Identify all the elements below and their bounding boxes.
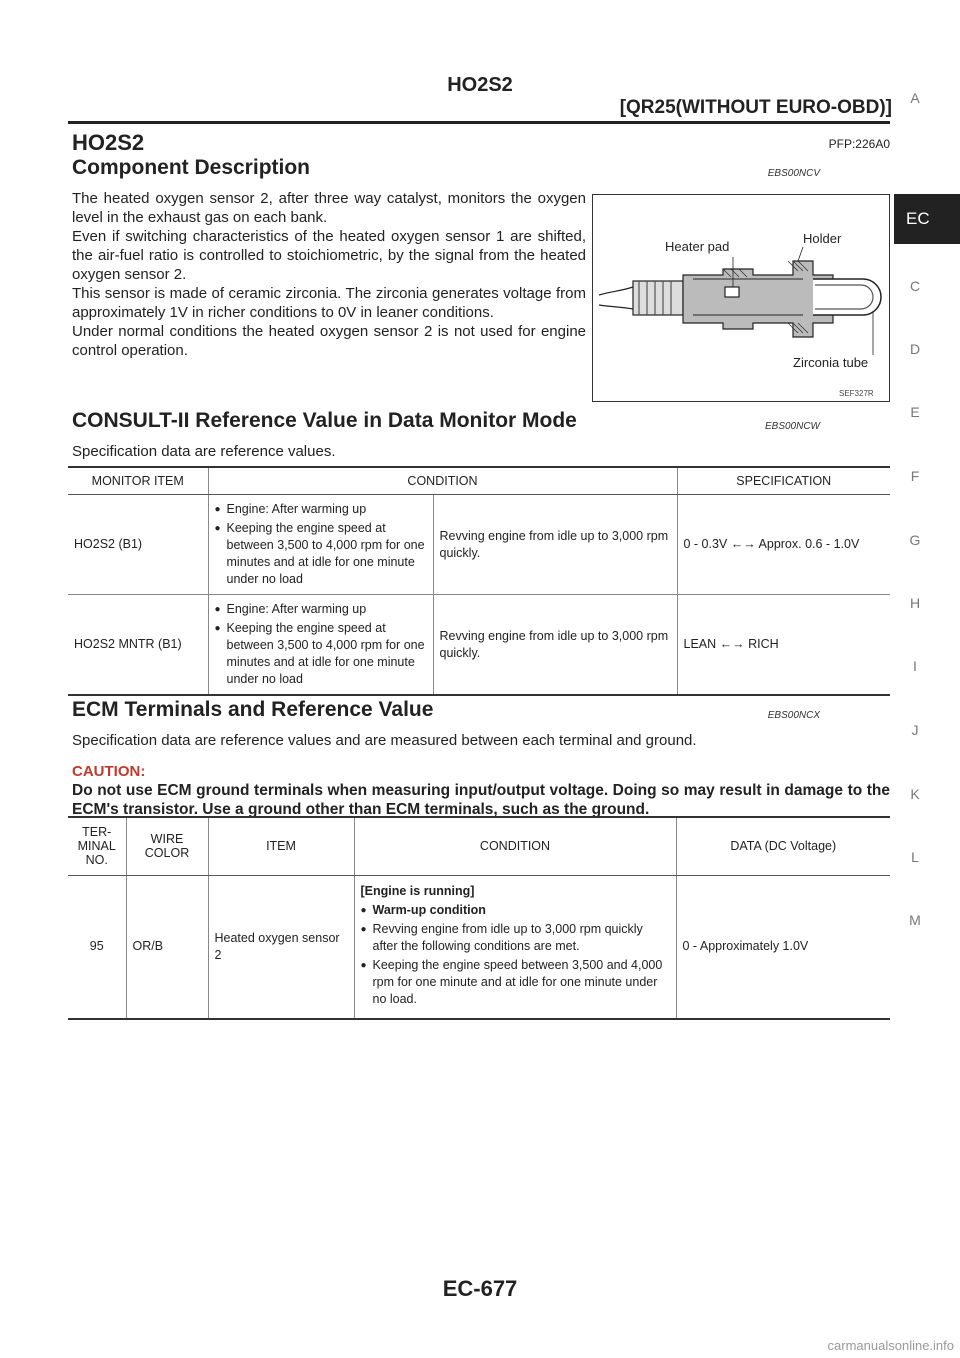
specification: LEAN ←→ RICH <box>677 595 890 696</box>
condition: Revving engine from idle up to 3,000 rpm quickly. <box>433 595 677 696</box>
header-rule <box>68 121 890 124</box>
pfp-code: PFP:226A0 <box>828 137 890 151</box>
header-subtitle: [QR25(WITHOUT EURO-OBD)] <box>619 97 892 118</box>
section-title: HO2S2 <box>72 130 145 155</box>
col-condition: CONDITION <box>208 467 677 495</box>
index-h[interactable]: H <box>909 595 921 611</box>
paragraph: The heated oxygen sensor 2, after three way catalyst, monitors the oxygen level in the exhaust gas on each bank. <box>72 190 586 226</box>
paragraph: Under normal conditions the heated oxygen sensor 2 is not used for engine control operation. <box>72 323 586 359</box>
label-holder: Holder <box>803 231 842 246</box>
col-condition: CONDITION <box>354 817 676 875</box>
page-number: EC-677 <box>442 1276 518 1301</box>
specification: 0 - 0.3V ←→ Approx. 0.6 - 1.0V <box>677 495 890 595</box>
list-item: ● Keeping the engine speed between 3,500 and 4,000 rpm for one minute and at idle for one minute under no load. <box>361 957 670 1008</box>
index-ec-active[interactable]: EC <box>894 194 960 244</box>
col-terminal: TER-MINAL NO. <box>68 817 126 875</box>
monitor-item: HO2S2 MNTR (B1) <box>68 595 208 696</box>
consult-note: Specification data are reference values. <box>72 443 336 460</box>
wire-color: OR/B <box>126 875 208 1019</box>
col-monitor-item: MONITOR ITEM <box>68 467 208 495</box>
terminal-no: 95 <box>68 875 126 1019</box>
paragraph: Even if switching characteristics of the heated oxygen sensor 1 are shifted, the air-fuel ratio is controlled to stoichiometric, by the signal from the heated oxygen sensor 2. <box>72 228 586 283</box>
index-k[interactable]: K <box>910 786 920 802</box>
dc-voltage: 0 - Approximately 1.0V <box>676 875 890 1019</box>
index-i[interactable]: I <box>913 658 917 674</box>
index-g[interactable]: G <box>909 532 921 548</box>
monitor-item: HO2S2 (B1) <box>68 495 208 595</box>
table-row <box>68 595 890 696</box>
list-item: ● Engine: After warming up <box>215 501 427 518</box>
index-l[interactable]: L <box>911 849 919 865</box>
component-heading-text: Component Description <box>72 156 311 179</box>
index-f[interactable]: F <box>910 468 920 484</box>
ecm-code: EBS00NCX <box>767 710 820 721</box>
component-heading <box>72 156 890 180</box>
list-item: ● Keeping the engine speed at between 3,500 to 4,000 rpm for one minutes and at idle for one minute under no load <box>215 620 427 688</box>
oxygen-sensor-diagram <box>593 195 889 401</box>
pre-condition <box>208 495 433 595</box>
consult-heading-text: CONSULT-II Reference Value in Data Monitor Mode <box>72 409 577 432</box>
paragraph: This sensor is made of ceramic zirconia. The zirconia generates voltage from approximately 1V in richer conditions to 0V in leaner conditions. <box>72 285 586 321</box>
ecm-note: Specification data are reference values and are measured between each terminal and ground. <box>72 732 697 749</box>
list-item: ● Revving engine from idle up to 3,000 rpm quickly after the following conditions are met. <box>361 921 670 955</box>
table-row <box>68 495 890 595</box>
list-item: ● Engine: After warming up <box>215 601 427 618</box>
ecm-heading-text: ECM Terminals and Reference Value <box>72 698 434 721</box>
label-zirconia-tube: Zirconia tube <box>793 355 869 370</box>
component-code: EBS00NCV <box>767 168 820 179</box>
condition: Revving engine from idle up to 3,000 rpm quickly. <box>433 495 677 595</box>
consult-heading <box>72 409 890 433</box>
index-e[interactable]: E <box>910 404 920 420</box>
sensor-figure <box>592 194 890 402</box>
caution-text: Do not use ECM ground terminals when measuring input/output voltage. Doing so may result in damage to the ECM's transistor. Use a ground other than ECM terminals, such as the ground. <box>72 782 890 818</box>
ecm-heading <box>72 698 890 722</box>
condition-title: [Engine is running] <box>360 884 475 899</box>
ecm-table <box>68 816 890 1020</box>
index-d[interactable]: D <box>909 341 921 357</box>
item: Heated oxygen sensor 2 <box>208 875 354 1019</box>
list-item: ● Keeping the engine speed at between 3,500 to 4,000 rpm for one minutes and at idle for one minute under no load <box>215 520 427 588</box>
figure-ref: SEF327R <box>839 389 874 398</box>
col-data: DATA (DC Voltage) <box>676 817 890 875</box>
index-m[interactable]: M <box>909 912 921 928</box>
consult-code: EBS00NCW <box>764 421 820 432</box>
col-wire-color: WIRE COLOR <box>126 817 208 875</box>
condition <box>354 875 676 1019</box>
header-title: HO2S2 <box>447 74 513 96</box>
index-a[interactable]: A <box>910 90 920 106</box>
index-j[interactable]: J <box>911 722 919 738</box>
component-description <box>72 189 586 360</box>
col-item: ITEM <box>208 817 354 875</box>
caution-label: CAUTION: <box>72 763 146 780</box>
col-specification: SPECIFICATION <box>677 467 890 495</box>
table-row <box>68 875 890 1019</box>
pre-condition <box>208 595 433 696</box>
label-heater-pad: Heater pad <box>665 239 730 254</box>
list-item: ● Warm-up condition <box>361 902 670 919</box>
consult-table <box>68 466 890 696</box>
watermark: carmanualsonline.info <box>827 1338 954 1353</box>
index-c[interactable]: C <box>909 278 921 294</box>
